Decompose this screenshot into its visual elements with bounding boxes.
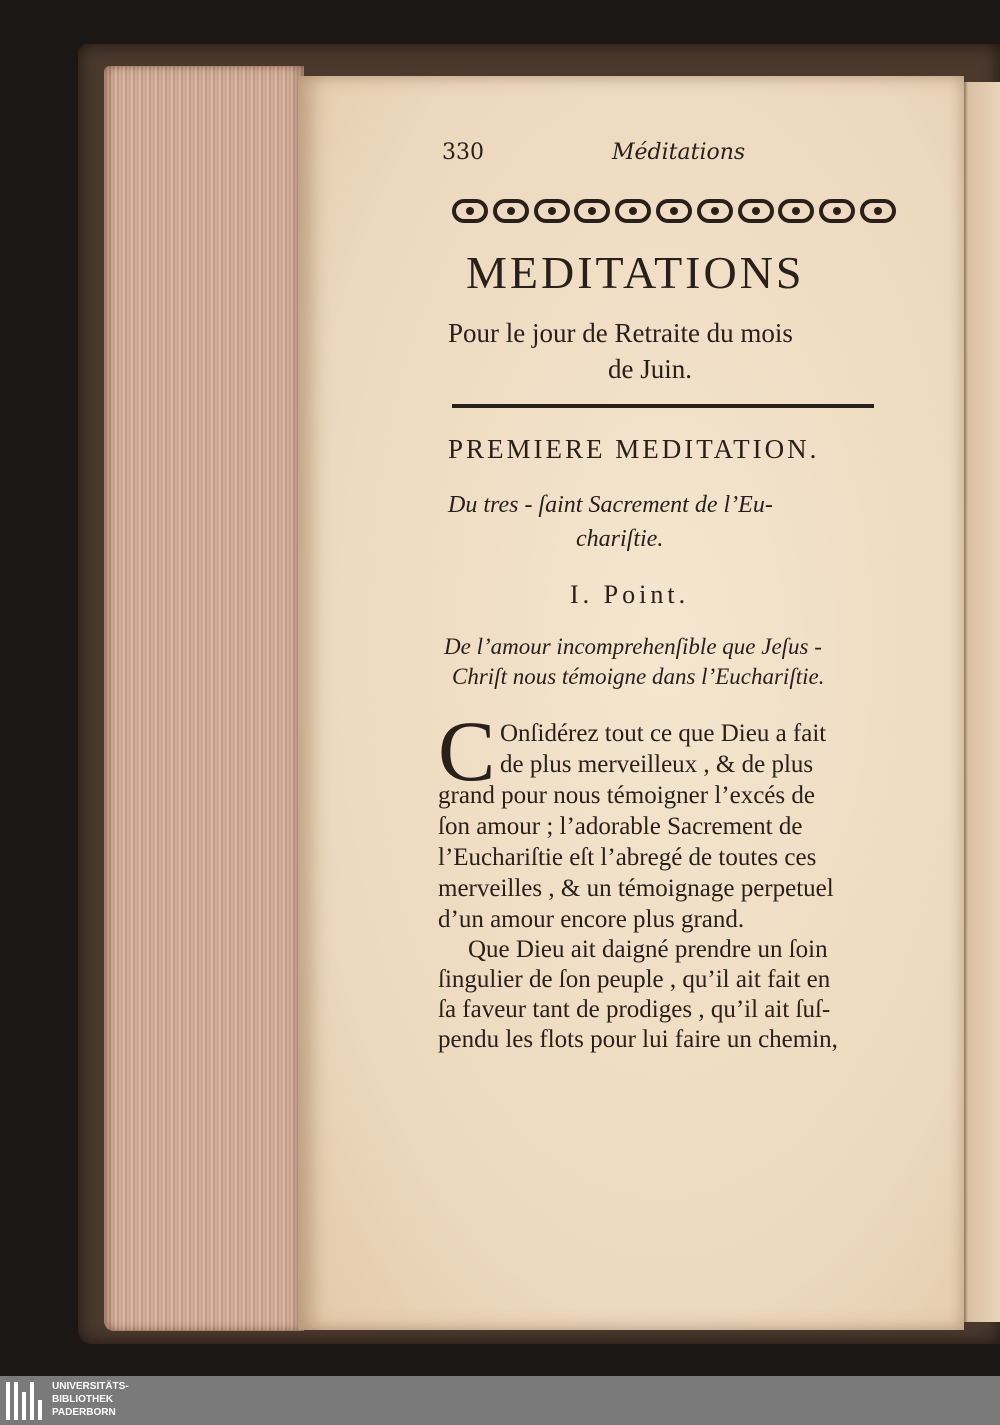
body-line: d’un amour encore plus grand.: [438, 906, 745, 933]
horizontal-rule: [452, 404, 874, 408]
ornament-icon: [860, 199, 896, 223]
body-line: Onſidérez tout ce que Dieu a fait: [500, 720, 827, 747]
ornament-icon: [615, 199, 651, 223]
running-title: Méditations: [612, 140, 746, 165]
point-heading: I. Point.: [570, 580, 690, 609]
point-description-line-1: De l’amour incomprehenſible que Jeſus -: [444, 634, 822, 659]
library-name: UNIVERSITÄTS- BIBLIOTHEK PADERBORN: [52, 1381, 129, 1418]
section-heading: PREMIERE MEDITATION.: [448, 434, 820, 464]
ornament-icon: [452, 199, 488, 223]
body-line: Que Dieu ait daigné prendre un ſoin: [468, 936, 828, 963]
page-number: 330: [442, 140, 484, 165]
topic-line-2: chariſtie.: [576, 526, 664, 552]
body-line: merveilles , & un témoignage perpetuel: [438, 875, 834, 902]
ornamental-border: [452, 196, 896, 226]
body-line: de plus merveilleux , & de plus: [500, 751, 814, 778]
ornament-icon: [493, 199, 529, 223]
body-line: ſingulier de ſon peuple , qu’il ait fait en: [438, 966, 831, 993]
body-line: pendu les flots pour lui faire un chemin,: [438, 1026, 838, 1053]
ornament-icon: [574, 199, 610, 223]
ornament-icon: [534, 199, 570, 223]
subtitle-line-1: Pour le jour de Retraite du mois: [448, 318, 793, 348]
body-line: ſa faveur tant de prodiges , qu’il ait ſuſ-: [438, 996, 831, 1023]
body-line: ſon amour ; l’adorable Sacrement de: [438, 813, 803, 840]
body-line: grand pour nous témoigner l’excés de: [438, 782, 815, 809]
facing-page-edge: [962, 82, 1000, 1322]
body-line: l’Euchariſtie eſt l’abregé de toutes ces: [438, 844, 817, 871]
page-edges: [104, 66, 304, 1331]
library-logo-icon: [6, 1382, 46, 1420]
topic-line-1: Du tres - ſaint Sacrement de l’Eu-: [448, 492, 773, 518]
library-footer: [0, 1376, 1000, 1425]
subtitle-line-2: de Juin.: [608, 354, 692, 384]
ornament-icon: [738, 199, 774, 223]
page-title: MEDITATIONS: [466, 247, 805, 298]
ornament-icon: [778, 199, 814, 223]
point-description-line-2: Chriſt nous témoigne dans l’Euchariſtie.: [452, 664, 825, 689]
ornament-icon: [656, 199, 692, 223]
drop-cap: C: [438, 703, 496, 799]
ornament-icon: [819, 199, 855, 223]
ornament-icon: [697, 199, 733, 223]
